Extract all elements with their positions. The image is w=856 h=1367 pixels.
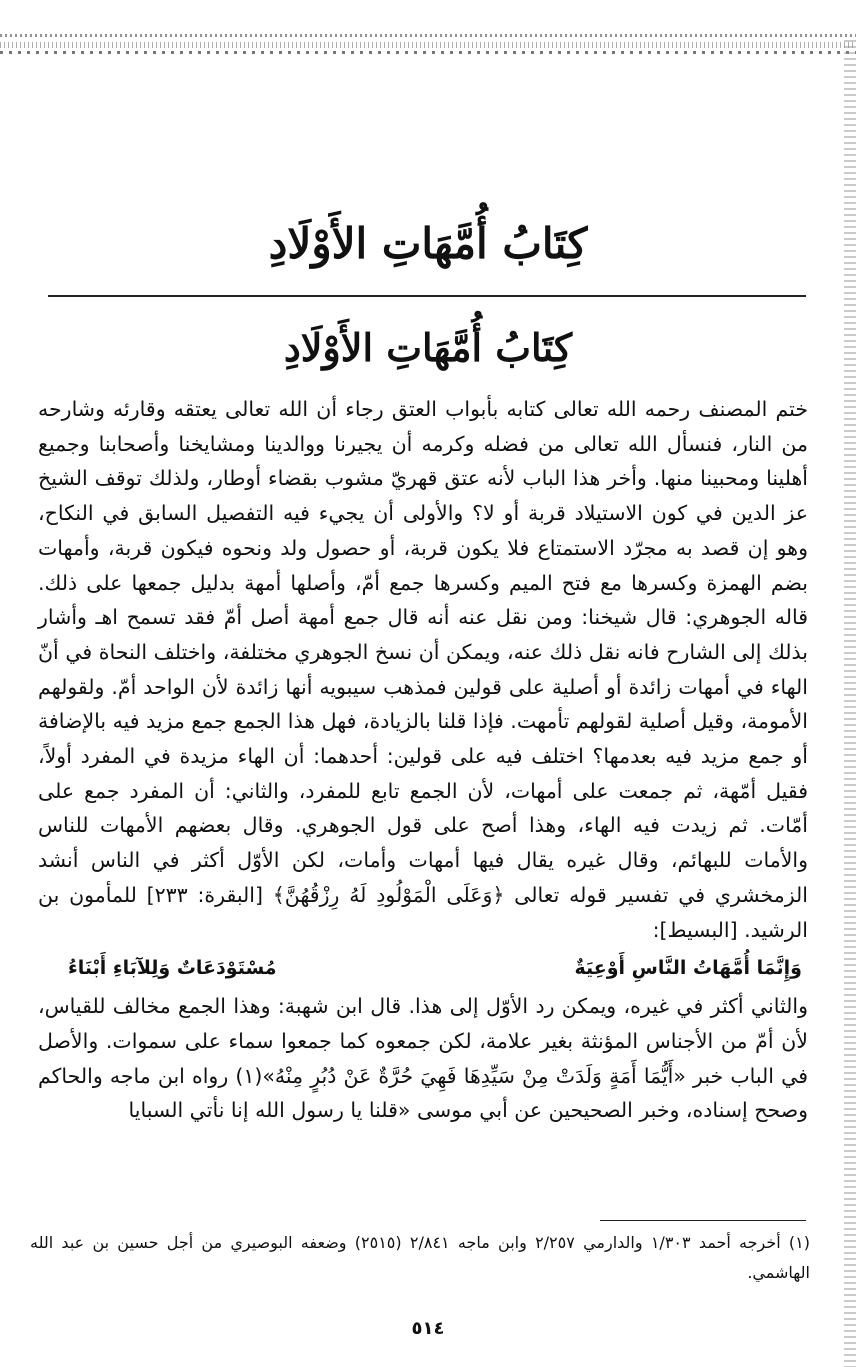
footnotes	[30, 1228, 810, 1288]
main-text	[38, 392, 808, 1128]
verse-first-hemistich: وَإِنَّمَا أُمَّهَاتُ النَّاسِ أَوْعِيَةٌ	[574, 957, 802, 980]
right-ornamental-border	[844, 40, 856, 1367]
paragraph: والثاني أكثر في غيره، ويمكن رد الأوّل إلى هذا. قال ابن شهبة: وهذا الجمع مخالف للقياس، لأن أمّ من الأجناس المؤنثة بغير علامة، لكن جمعوه كما جمعوا سماء على سموات. والأصل في الباب خبر «أَيُّمَا أَمَةٍ وَلَدَتْ مِنْ سَيِّدِهَا فَهِيَ حُرَّةٌ عَنْ دُبُرٍ مِنْهُ»(١) رواه ابن ماجه والحاكم وصحح إسناده، وخبر الصحيحين عن أبي موسى «قلنا يا رسول الله إنا نأتي السبايا	[38, 994, 809, 1123]
book-title: كِتَابُ أُمَّهَاتِ الأَوْلَادِ	[268, 219, 588, 268]
top-ornamental-border	[0, 34, 856, 58]
section-title: كِتَابُ أُمَّهَاتِ الأَوْلَادِ	[283, 325, 573, 370]
footnote: (١) أخرجه أحمد ١/٣٠٣ والدارمي ٢/٢٥٧ وابن ماجه ٢/٨٤١ (٢٥١٥) وضعفه البوصيري من أجل حسين بن عبد الله الهاشمي.	[30, 1233, 811, 1282]
page-number: ٥١٤	[411, 1318, 445, 1339]
poetry-verse	[38, 947, 808, 989]
verse-second-hemistich: مُسْتَوْدَعَاتٌ وَلِلآبَاءِ أَبْنَاءُ	[68, 957, 277, 980]
title-divider	[48, 295, 806, 297]
footnote-divider	[600, 1220, 806, 1221]
paragraph: ختم المصنف رحمه الله تعالى كتابه بأبواب العتق رجاء أن الله تعالى يعتقه وقارئه وشارحه من النار، فنسأل الله تعالى من فضله وكرمه أن يجيرنا ووالدينا ومشايخنا وأصحابنا وجميع أهلينا ومحبينا منها. وأخر هذا الباب لأنه عتق قهريّ مشوب بقضاء أوطار، ولذلك توقف الشيخ عز الدين في كون الاستيلاد قربة أو لا؟ والأولى أن يجيء فيه التفصيل السابق في النكاح، وهو إن قصد به مجرّد الاستمتاع فلا يكون قربة، أو حصول ولد ونحوه فيكون قربة، وأمهات بضم الهمزة وكسرها مع فتح الميم وكسرها جمع أمّ، وأصلها أمهة بدليل جمعها على ذلك. قاله الجوهري: قال شيخنا: ومن نقل عنه أنه قال جمع أمهة أصل أمّ فقد تسمح اهـ وأشار بذلك إلى الشارح فانه نقل ذلك عنه، ويمكن أن نسخ الجوهري مختلفة، واختلف النحاة في أنّ الهاء في أمهات زائدة أو أصلية على قولين فمذهب سيبويه أنها زائدة لأن الواحد أمّ. ولقولهم الأمومة، وقيل أصلية لقولهم تأمهت. فإذا قلنا بالزيادة، فهل هذا الجمع جمع مزيد فيه بالإضافة أو جمع مزيد فيه بعدمها؟ اختلف فيه على قولين: أحدهما: أن الهاء مزيدة في المفرد أولاً، فقيل أمّهة، ثم جمعت على أمهات، لأن الجمع تابع للمفرد، والثاني: أن المفرد جمع على أمّات. ثم زيدت فيه الهاء، وهذا أصح على قول الجوهري. وقال بعضهم الأمهات للناس والأمات للبهائم، وقال غيره يقال فيها أمهات وأمات، لكن الأوّل أكثر في الناس أنشد الزمخشري في تفسير قوله تعالى ﴿وَعَلَى الْمَوْلُودِ لَهُ رِزْقُهُنَّ﴾ [البقرة: ٢٣٣] للمأمون بن الرشيد. [البسيط]:	[38, 397, 808, 942]
